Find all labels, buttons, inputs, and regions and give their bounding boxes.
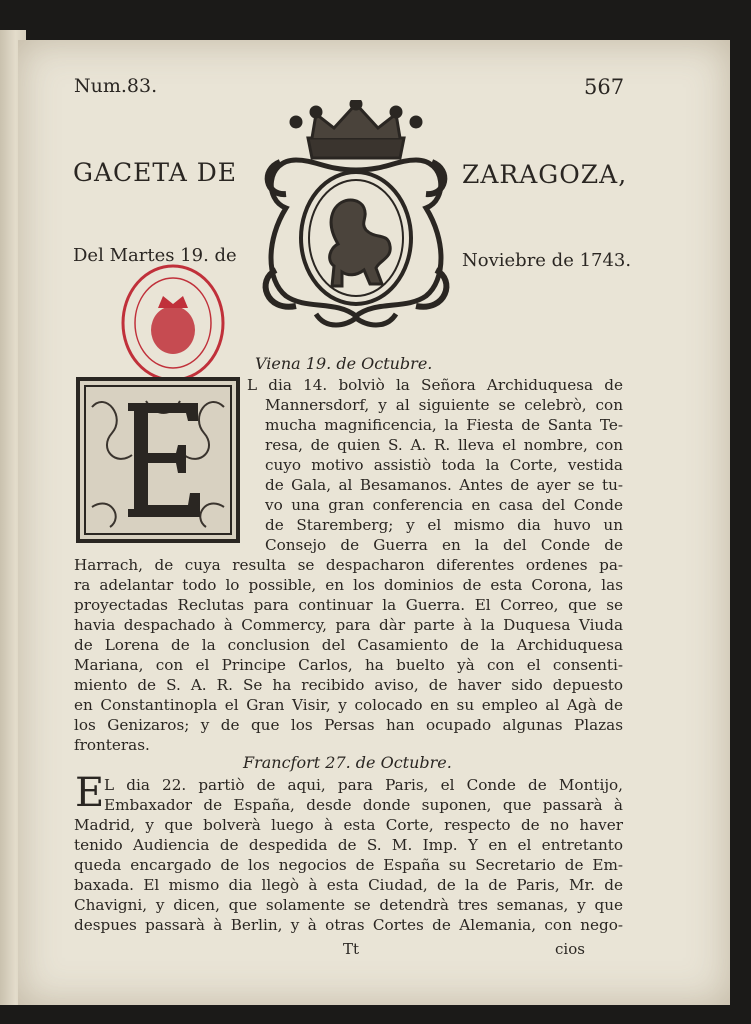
article-line: Mariana, con el Principe Carlos, ha buelto yà con el consenti- [74,656,623,674]
issue-date-right: Noviebre de 1743. [462,250,632,271]
coat-of-arms-crest-icon [256,100,456,336]
article-line: ra adelantar todo lo possible, en los dominios de esta Corona, las [74,576,623,594]
article-line: Madrid, y que bolverà luego à esta Corte, respecto de no haver [74,816,623,834]
article-line: de Staremberg; y el mismo dia huvo un [265,516,623,534]
article-line: proyectadas Reclutas para continuar la Guerra. El Correo, que se [74,596,623,614]
printer-signature-mark: Tt [343,940,360,958]
page-number: 567 [584,75,625,99]
issue-date-left: Del Martes 19. de [73,245,237,266]
article-line: despues passarà à Berlin, y à otras Cortes de Alemania, con nego- [74,916,623,934]
article-line: mucha magnificencia, la Fiesta de Santa Te- [265,416,623,434]
article-line: miento de S. A. R. Se ha recibido aviso, de haver sido depuesto [74,676,623,694]
article-line: en Constantinopla el Gran Visir, y colocado en su empleo al Agà de [74,696,623,714]
issue-number: Num.83. [74,75,158,97]
article-dateline-viena: Viena 19. de Octubre. [255,354,433,373]
article-line: los Genizaros; y de que los Persas han ocupado algunas Plazas [74,716,623,734]
article-line: Harrach, de cuya resulta se despacharon diferentes ordenes pa- [74,556,623,574]
decorative-initial-e-icon [76,377,240,543]
article-line: queda encargado de los negocios de España su Secretario de Em- [74,856,623,874]
article-line: vo una gran conferencia en casa del Conde [265,496,623,514]
newspaper-page [18,40,730,1005]
article-line: resa, de quien S. A. R. lleva el nombre, con [265,436,623,454]
article-line: de Gala, al Besamanos. Antes de ayer se tu- [265,476,623,494]
article-line: Chavigni, y dicen, que solamente se detendrà tres semanas, y que [74,896,623,914]
masthead-title-left: GACETA DE [73,158,238,187]
article-line: tenido Audiencia de despedida de S. M. Imp. Y en el entretanto [74,836,623,854]
article-line: havia despachado à Commercy, para dàr parte à la Duquesa Viuda [74,616,623,634]
article-line: Mannersdorf, y al siguiente se celebrò, con [265,396,623,414]
masthead-title-right: ZARAGOZA, [462,160,628,189]
article-line: fronteras. [74,736,150,754]
article-line: Embaxador de España, desde donde suponen, que passarà à [104,796,623,814]
article-initial-letter: E [75,770,105,816]
article-line: L dia 14. bolviò la Señora Archiduquesa de [247,376,623,394]
article-dateline-francfort: Francfort 27. de Octubre. [243,753,452,772]
catchword: cios [555,940,585,958]
library-stamp-icon [118,262,228,384]
article-line: baxada. El mismo dia llegò à esta Ciudad, de la de Paris, Mr. de [74,876,623,894]
article-line: Consejo de Guerra en la del Conde de [265,536,623,554]
article-line: cuyo motivo assistiò toda la Corte, vestida [265,456,623,474]
article-line: de Lorena de la conclusion del Casamiento de la Archiduquesa [74,636,623,654]
article-line: L dia 22. partiò de aqui, para Paris, el Conde de Montijo, [104,776,623,794]
